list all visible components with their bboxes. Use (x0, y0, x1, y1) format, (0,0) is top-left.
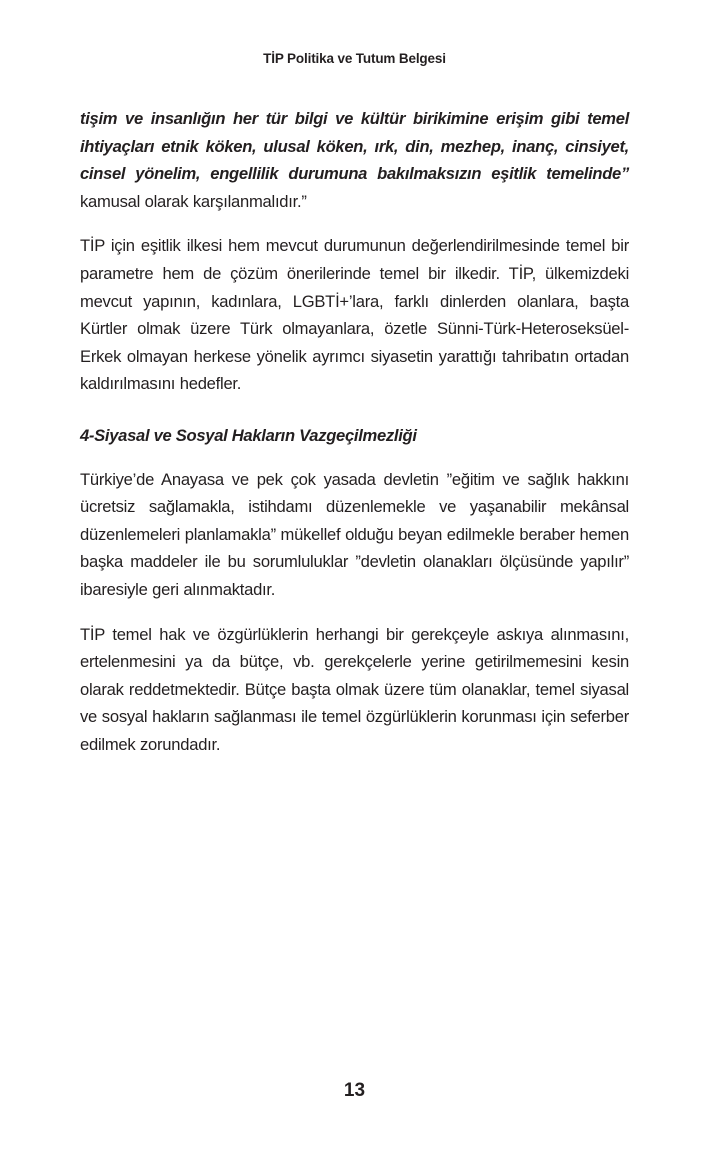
quote-upright-text: kamusal olarak karşılanmalıdır.” (80, 191, 307, 211)
page-number: 13 (343, 1080, 366, 1101)
section-heading-4: 4-Siyasal ve Sosyal Hakların Vazgeçilmezliği (80, 425, 417, 445)
text-column (80, 105, 629, 758)
paragraph-equality-principle: TİP için eşitlik ilkesi hem mevcut durumunun değerlendirilmesinde temel bir parametre hem de çözüm önerilerinde temel bir ilkedir. TİP, ülkemizdeki mevcut yapının, kadınlara, LGBTİ+’lara, farklı dinlerden olanlara, başta Kürtler olmak üzere Türk olmayanlara, özetle Sünni-Türk-Heteroseksüel-Erkek olmayan herkese yönelik ayrımcı siyasetin yarattığı tahribatın ortadan kaldırılmasını hedefler. (80, 236, 629, 394)
running-head: TİP Politika ve Tutum Belgesi (263, 51, 446, 66)
paragraph-constitution: Türkiye’de Anayasa ve pek çok yasada devletin ”eğitim ve sağlık hakkını ücretsiz sağlamakla, istihdamı düzenlemekle ve yaşanabilir mekânsal düzenlemeleri planlamakla” mükellef olduğu beyan edilmekle beraber hemen başka maddeler ile bu sorumluluklar ”devletin olanakları ölçüsünde yapılır” ibaresiyle geri alınmaktadır. (80, 469, 629, 599)
quote-italic-text: tişim ve insanlığın her tür bilgi ve kültür birikimine erişim gibi temel ihtiyaçları etnik köken, ulusal köken, ırk, din, mezhep, inanç, cinsiyet, cinsel yönelim, engellilik durumuna bakılmaksızın eşitlik temelinde” (80, 109, 629, 184)
paragraph-rights-guarantee: TİP temel hak ve özgürlüklerin herhangi bir gerekçeyle askıya alınmasını, ertelenmesini ya da bütçe, vb. gerekçelerle yerine getirilmemesini kesin olarak reddetmektedir. Bütçe başta olmak üzere tüm olanaklar, temel siyasal ve sosyal hakların sağlanması ile temel özgürlüklerin korunması için seferber edilmek zorundadır. (80, 624, 629, 754)
quote-paragraph (80, 105, 629, 215)
